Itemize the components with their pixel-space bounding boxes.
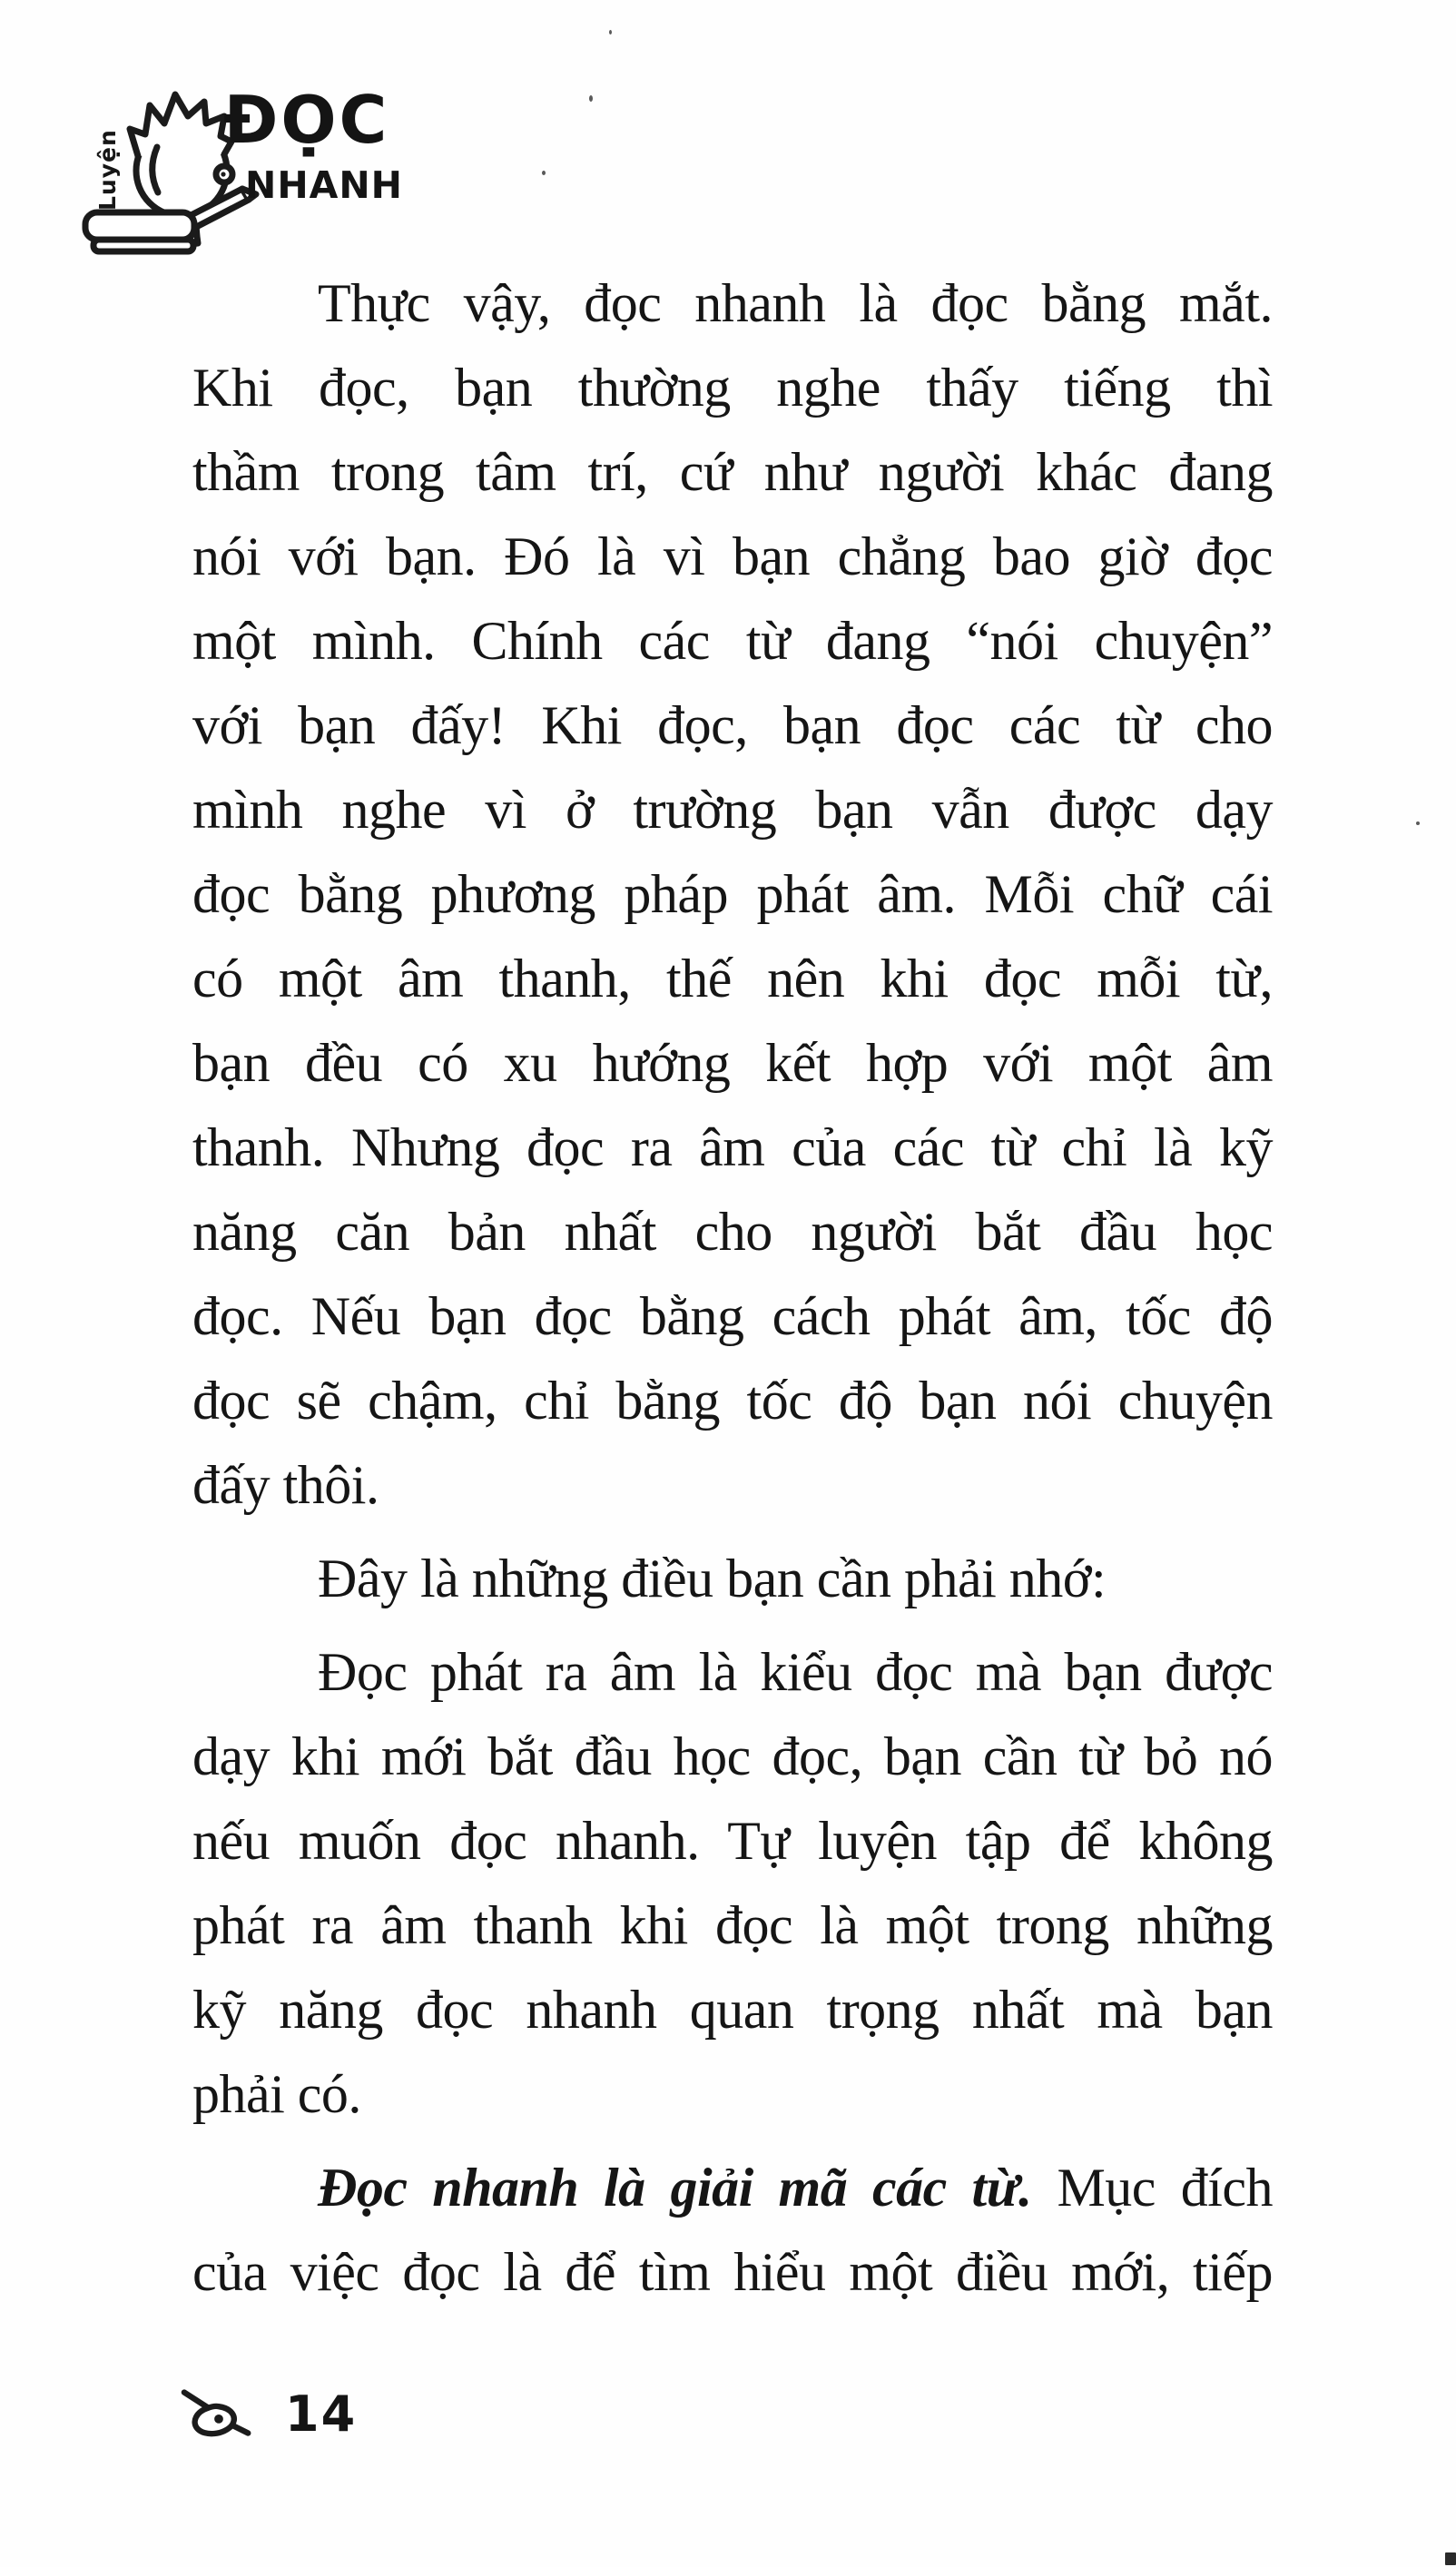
body-text-segment: năng căn bản nhất cho người bắt đầu học	[192, 1202, 1273, 1262]
text-line	[192, 684, 1273, 768]
pen-scribble-icon	[180, 2386, 258, 2443]
scan-speck	[589, 95, 593, 102]
text-line	[192, 430, 1273, 515]
text-line	[192, 768, 1273, 852]
body-text-segment: với bạn đấy! Khi đọc, bạn đọc các từ cho	[192, 695, 1273, 755]
text-line	[192, 1630, 1273, 1715]
body-text-segment: mình nghe vì ở trường bạn vẫn được dạy	[192, 780, 1273, 840]
body-text-segment: Đây là những điều bạn cần phải nhớ:	[318, 1549, 1107, 1608]
body-text-segment: Thực vậy, đọc nhanh là đọc bằng mắt.	[318, 273, 1273, 333]
body-text-segment: thầm trong tâm trí, cứ như người khác đang	[192, 442, 1273, 502]
body-text-segment: phải có.	[192, 2064, 361, 2124]
text-line	[192, 1021, 1273, 1106]
paragraph	[192, 261, 1273, 1528]
logo-title-doc: ĐỌC	[223, 82, 390, 158]
body-text-segment: một mình. Chính các từ đang “nói chuyện”	[192, 611, 1273, 671]
body-text-segment: nếu muốn đọc nhanh. Tự luyện tập để không	[192, 1811, 1273, 1871]
body-text-segment: Khi đọc, bạn thường nghe thấy tiếng thì	[192, 358, 1273, 418]
text-line	[192, 1443, 1273, 1528]
text-line	[192, 1883, 1273, 1968]
text-line	[192, 1968, 1273, 2052]
text-line	[192, 1799, 1273, 1883]
text-line	[192, 1359, 1273, 1443]
scan-edge-mark	[1445, 2552, 1456, 2565]
body-text-segment: đọc sẽ chậm, chỉ bằng tốc độ bạn nói chuyện	[192, 1371, 1273, 1431]
text-line	[192, 1537, 1273, 1621]
text-line	[192, 1190, 1273, 1274]
text-line	[192, 1715, 1273, 1799]
text-line	[192, 261, 1273, 346]
text-line	[192, 2052, 1273, 2137]
text-line	[192, 852, 1273, 937]
body-text-segment: phát ra âm thanh khi đọc là một trong những	[192, 1895, 1273, 1955]
body-text-segment: kỹ năng đọc nhanh quan trọng nhất mà bạn	[192, 1980, 1273, 2040]
scan-speck	[609, 30, 612, 34]
body-text-segment: đấy thôi.	[192, 1455, 379, 1515]
text-line	[192, 346, 1273, 430]
page-footer	[180, 2385, 357, 2443]
emphasis-text: Đọc nhanh là giải mã các từ.	[318, 2158, 1032, 2218]
body-text-segment: dạy khi mới bắt đầu học đọc, bạn cần từ bỏ nó	[192, 1726, 1273, 1786]
text-line	[192, 515, 1273, 599]
body-text-segment: bạn đều có xu hướng kết hợp với một âm	[192, 1033, 1273, 1093]
page-body-text	[192, 261, 1273, 2315]
text-line	[192, 599, 1273, 684]
logo-title-nhanh: NHANH	[245, 163, 403, 207]
body-text-segment: đọc. Nếu bạn đọc bằng cách phát âm, tốc độ	[192, 1286, 1273, 1346]
text-line	[192, 2146, 1273, 2230]
body-text-segment: của việc đọc là để tìm hiểu một điều mới, tiếp	[192, 2242, 1273, 2302]
paragraph	[192, 2146, 1273, 2315]
logo-doc-nhanh	[0, 0, 436, 281]
body-text-segment: Mục đích	[1031, 2158, 1274, 2218]
paragraph	[192, 1537, 1273, 1621]
paragraph	[192, 1630, 1273, 2137]
text-line	[192, 937, 1273, 1021]
scan-speck	[542, 171, 546, 175]
page-number: 14	[285, 2385, 358, 2443]
body-text-segment: nói với bạn. Đó là vì bạn chẳng bao giờ đọc	[192, 526, 1273, 586]
logo-vertical-label: Luyện	[94, 129, 121, 211]
text-line	[192, 1106, 1273, 1190]
body-text-segment: thanh. Nhưng đọc ra âm của các từ chỉ là kỹ	[192, 1117, 1273, 1177]
text-line	[192, 2230, 1273, 2315]
body-text-segment: đọc bằng phương pháp phát âm. Mỗi chữ cái	[192, 864, 1273, 924]
scan-speck	[1416, 821, 1420, 825]
text-line	[192, 1274, 1273, 1359]
body-text-segment: Đọc phát ra âm là kiểu đọc mà bạn được	[318, 1642, 1273, 1702]
body-text-segment: có một âm thanh, thế nên khi đọc mỗi từ,	[192, 949, 1273, 1008]
